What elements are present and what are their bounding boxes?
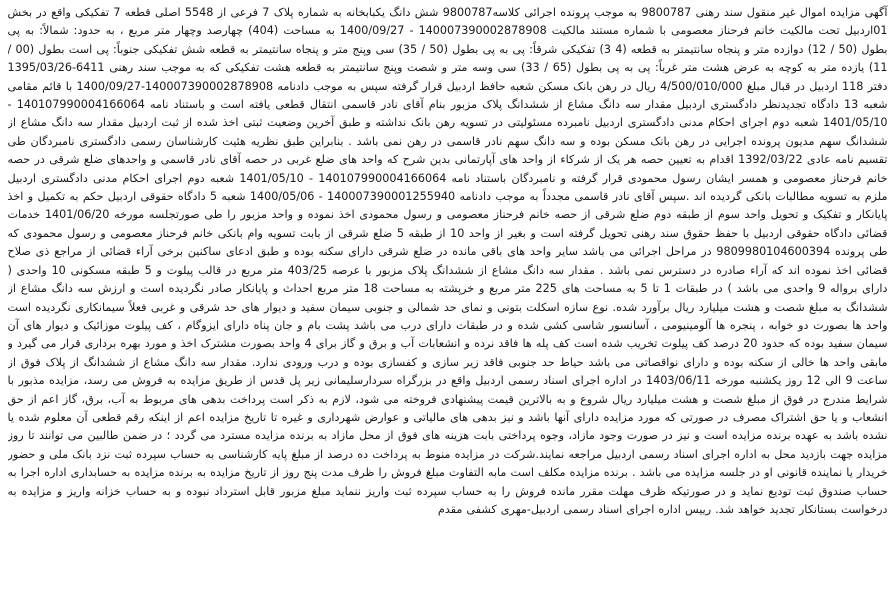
auction-notice-text: آگهی مزایده اموال غیر منقول سند رهنی 9800787 به موجب پرونده اجرائی کلاسه9800787 شش دانگ یکبابخانه به شماره پلاک 7 فرعی از 5548 اصلی قطعه 7 تفکیکی واقع در بخش 01اردبیل تحت مالکیت خانم فرحناز معصومی با شماره مستند مالکیت 140007390002878908 - 1400/09/27 به مساحت (404) چهارصد وچهار متر مربع ، به حدود: شمالاً: به پی بطول (50 / 12) دوازده متر و پنجاه سانتیمتر به قطعه (4 3) تفکیکی شرقاً: پی به پی بطول (50 / 35) سی وپنج متر و پنجاه سانتیمتر به قطعه شش تفکیکی جنوباً: پی است بطول (00 / 11) یازده متر به کوچه به عرض هشت متر غرباً: پی به پی بطول (65 / 33) سی وسه متر و شصت وپنج سانتیمتر به قطعه هشت تفکیکی که به موجب سند رهنی 6411-1395/03/26 دفتر 118 اردبیل در قبال مبلغ 4/500/010/000 ریال در رهن بانک مسکن شعبه حافظ اردبیل قرار گرفته سپس به موجب دادنامه 140007390002878908-1400/09/27 با قائم مقامی شعبه 13 دادگاه تجدیدنظر دادگستری اردبیل مقدار سه دانگ مشاع از ششدانگ پلاک مزبور بنام آقای نادر قاسمی انتقال قطعی یافته است و باستناد نامه 140107990004166064 - 1401/05/10 شعبه دوم اجرای احکام مدنی دادگستری اردبیل نامبرده مسئولیتی در تسویه رهن بانک نداشته و طبق آخرین وضعیت ثبتی اخذ شده از ثبت اردبیل مقدار سه دانگ مشاع از ششدانگ سهم مدیون پرونده اجرایی در رهن بانک مسکن بوده و سه دانگ سهم نادر قاسمی در رهن نمی باشد . بنابراین طبق نظریه هئیت کارشناسان رسمی دادگستری نامبردگان طی تقسیم نامه عادی 1392/03/22 اقدام به تعیین حصه هر یک از شرکاء از واحد های آپارتمانی بدین شرح که واحد های ضلع غربی در حصه آقای نادر قاسمی و واحدهای ضلع شرقی در حصه خانم فرحناز معصومی و همسر ایشان رسول محمودی قرار گرفته و نامبردگان باستناد نامه 140107990004166064 - 1401/05/10 شعبه دوم اجرای احکام مدنی دادگستری اردبیل ملزم به تسویه مطالبات بانکی گردیده اند .سپس آقای نادر قاسمی مجدداً به موجب دادنامه 140007390001255940 - 1400/05/06 شعبه 5 دادگاه حقوقی اردبیل حکم به تکمیل و اخذ پایانکار و تفکیک و تحویل واحد سوم از طبقه دوم ضلع شرقی از حصه خانم فرحناز معصومی و رسول محمودی اخذ نموده و واحد مزبور را طی صورتجلسه مورخه 1401/06/20 خدمات قضائی دادگاه حقوقی اردبیل با حفظ حقوق سند رهنی تحویل گرفته است و بغیر از واحد 10 از طبقه 5 ضلع شرقی از بابت تسویه وام بانکی خانم فرحناز معصومی و رسول محمودی که طی پرونده 9809980104600394 در مراحل اجرائی می باشد سایر واحد های باقی مانده در ضلع شرقی دارای سکنه بوده و طبق ادعای ساکنین برخی آراء قضائی از مراجع ذی صلاح قضائی اخذ نموده اند که آراء صادره در دسترس نمی باشد . مقدار سه دانگ مشاع از ششدانگ پلاک مزبور با عرصه 403/25 متر مربع در قالب پیلوت و 5 طبقه مسکونی 10 واحدی ( دارای برواله 9 واحدی می باشد ) در طبقات 1 تا 5 به مساحت های 225 متر مربع و خرپشته به مساحت 18 متر مربع احداث و پایانکار صادر نگردیده است و ارزش سه دانگ مشاع از ششدانگ به مبلغ شصت و هشت میلیارد ریال برآورد شده. نوع سازه اسکلت بتونی و نمای حد شمالی و جنوبی سیمان سفید و دیوار های حد شرقی و غربی فعلاً سیمانکاری نگردیده است واحد ها بصورت دو خوابه ، پنجره ها آلومینیومی ، آسانسور شاسی کشی شده و در طبقات دارای درب می باشد پشت بام و جان پناه دارای ایزوگام ، کف پیلوت موزائیک و دیوار های آن سیمان سفید بوده که حدود 20 درصد کف پیلوت تخریب شده است کف پله ها فاقد نرده و انشعابات آب و برق و گاز برای 4 واحد بصورت مشترک اخذ و مورد بهره برداری قرار می گیرد و مابقی واحد ها خالی از سکنه بوده و دارای نواقصاتی می باشد حیاط حد جنوبی فاقد زیر سازی و کفسازی بوده و درب ورودی ندارد. مقدار سه دانگ مشاع از ششدانگ از پلاک فوق از ساعت 9 الی 12 روز یکشنبه مورخه 1403/06/11 در اداره اجرای اسناد رسمی اردبیل واقع در بزرگراه سردارسلیمانی زیر پل قدس از طریق مزایده به فروش می رسد، مزایده مذبور با شرایط مندرج در فوق از مبلغ شصت و هشت میلیارد ریال شروع و به بالاترین قیمت پیشنهادی فروخته می شود، لازم به ذکر است پرداخت بدهی های مربوط به آب، برق، گاز اعم از حق انشعاب و یا حق اشتراک مصرف در صورتی که مورد مزایده دارای آنها باشد و نیز بدهی های مالیاتی و عوارض شهرداری و غیره تا تاریخ مزایده اعم از اینکه رقم قطعی آن معلوم شده یا نشده باشد به عهده برنده مزایده است و نیز در صورت وجود مازاد، وجوه پرداختی بابت هزینه های فوق از محل مازاد به برنده مزایده مسترد می گردد ؛ در ضمن طالبین می توانند تا روز مزایده جهت بازدید محل به اداره اجرای اسناد رسمی اردبیل مراجعه نمایند.شرکت در مزایده منوط به پرداخت ده درصد از مبلغ پایه کارشناسی به حساب سپرده ثبت نزد بانک ملی و حضور خریدار یا نماینده قانونی او در جلسه مزایده می باشد . برنده مزایده مکلف است مابه التفاوت مبلغ فروش را ظرف مدت پنج روز از تاریخ مزایده به برنده مزایده به حسابداری اداره اجرا به حساب صندوق ثبت تودیع نماید و در صورتیکه ظرف مهلت مقرر مانده فروش را به حساب سپرده ثبت واریز ننماید مبلغ مزبور قابل استرداد نبوده و به حساب خزانه واریز و مزایده به درخواست بستانکار تجدید خواهد شد. رییس اداره اجرای اسناد رسمی اردبیل-مهری کشفی مقدم bbox=[7, 6, 888, 516]
